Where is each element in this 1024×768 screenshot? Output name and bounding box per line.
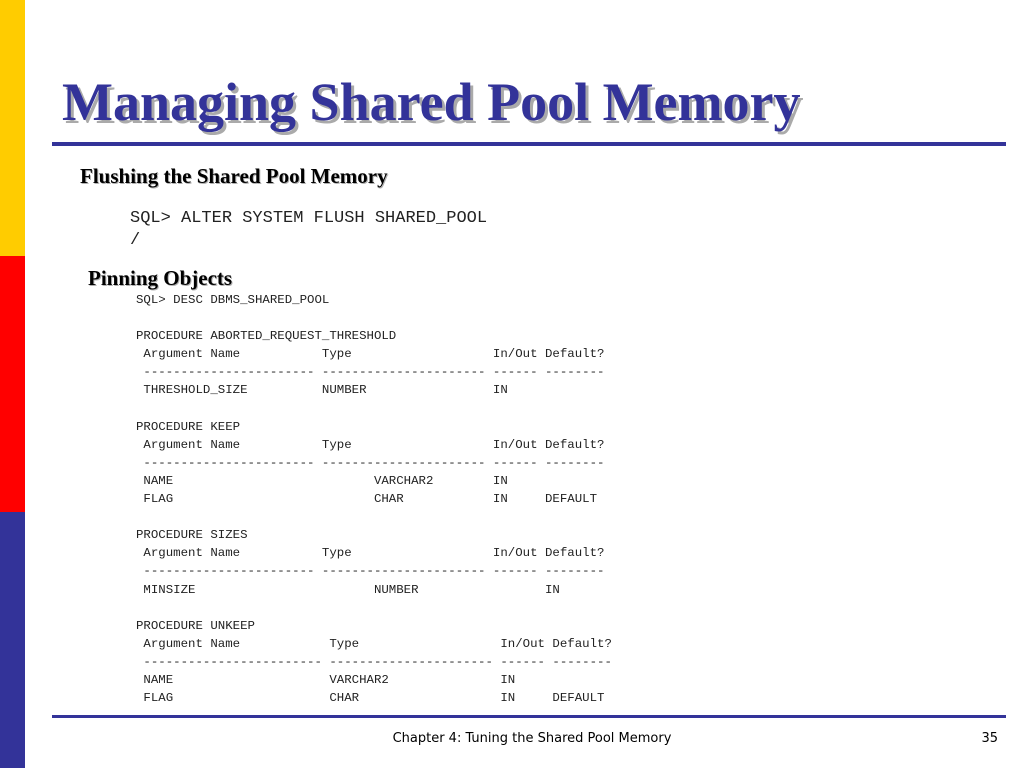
page-number: 35 [981, 731, 998, 746]
flush-sql-code: SQL> ALTER SYSTEM FLUSH SHARED_POOL / [130, 209, 488, 250]
slide-title: Managing Shared Pool Memory [62, 72, 801, 132]
desc-output-code: SQL> DESC DBMS_SHARED_POOL PROCEDURE ABORTED_REQUEST_THRESHOLD Argument Name Type In/Out Default? ----------------------- ---------------------- ------ -------- THRESHOLD_SIZE NUMBER IN PROCEDURE KEEP Argument Name Type In/Out Default? ----------------------- ---------------------- ------ -------- NAME VARCHAR2 IN FLAG CHAR IN DEFAULT PROCEDURE SIZES Argument Name Type In/Out Default? ----------------------- ---------------------- ------ -------- MINSIZE NUMBER IN PROCEDURE UNKEEP Argument Name Type In/Out Default? ------------------------ ---------------------- ------ -------- NAME VARCHAR2 IN FLAG CHAR IN DEFAULT [136, 293, 612, 706]
footer-chapter-title: Chapter 4: Tuning the Shared Pool Memory [392, 731, 672, 746]
side-bar-red [0, 256, 25, 512]
footer-divider [52, 715, 1006, 718]
pinning-section-heading: Pinning Objects [88, 266, 233, 290]
flush-section-heading: Flushing the Shared Pool Memory [80, 164, 388, 188]
side-bar-blue [0, 512, 25, 768]
title-divider [52, 142, 1006, 146]
side-bar-yellow [0, 0, 25, 256]
